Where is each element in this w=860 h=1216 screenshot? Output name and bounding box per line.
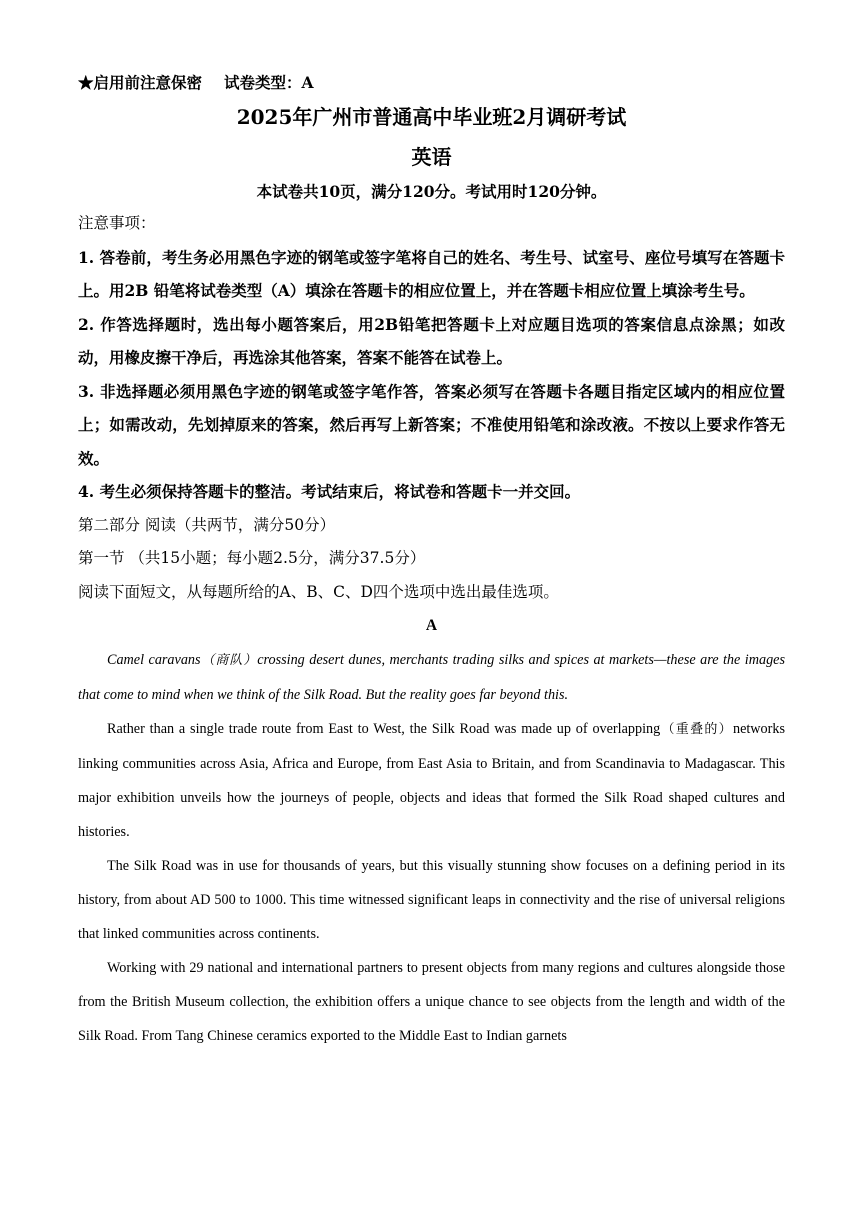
passage-paragraph-3: Working with 29 national and international partners to present objects from many regions and cultures alongside those from the British Museum collection, the exhibition offers a unique chance to see objects from the length and width of the Silk Road. From Tang Chinese ceramics exported to the Middle East to Indian garnets bbox=[78, 960, 785, 1044]
notice-item-2: 2. 作答选择题时，选出每小题答案后，用2B铅笔把答题卡上对应题目选项的答案信息点涂黑；如改动，用橡皮擦干净后，再选涂其他答案，答案不能答在试卷上。 bbox=[78, 314, 785, 367]
intro-text-2: crossing desert dunes, merchants trading silks and spices at markets—these are the images that come to mind when we think of the Silk Road. But the reality goes far beyond this. bbox=[78, 652, 785, 703]
intro-text-1: Camel caravans bbox=[107, 652, 201, 668]
p1-text-2: networks linking communities across Asia, Africa and Europe, from East Asia to Britain, and from Scandinavia to Madagascar. This major exhibition unveils how the journeys of people, objects and ideas that formed the Silk Road shaped cultures and histories. bbox=[78, 721, 785, 840]
notice-item-4: 4. 考生必须保持答题卡的整洁。考试结束后，将试卷和答题卡一并交回。 bbox=[78, 482, 581, 501]
exam-info: 本试卷共10页，满分120分。考试用时120分钟。 bbox=[256, 182, 607, 201]
reading-instruction: 阅读下面短文，从每题所给的A、B、C、D四个选项中选出最佳选项。 bbox=[78, 582, 559, 601]
exam-title: 2025年广州市普通高中毕业班2月调研考试 bbox=[236, 105, 627, 129]
passage-paragraph-1 bbox=[78, 712, 785, 849]
passage-intro bbox=[78, 643, 785, 712]
exam-subject: 英语 bbox=[411, 145, 452, 169]
header-line bbox=[78, 70, 785, 96]
part-heading: 第二部分 阅读（共两节，满分50分） bbox=[78, 515, 336, 534]
notice-heading: 注意事项： bbox=[78, 214, 156, 232]
exam-page bbox=[78, 70, 785, 1053]
confidential-notice: ★启用前注意保密 bbox=[78, 73, 203, 92]
notice-item-1: 1. 答卷前，考生务必用黑色字迹的钢笔或签字笔将自己的姓名、考生号、试室号、座位号填写在答题卡上。用2B 铅笔将试卷类型（A）填涂在答题卡的相应位置上，并在答题卡相应位置上填涂考生号。 bbox=[78, 247, 785, 300]
p1-gloss: （重叠的） bbox=[660, 722, 733, 737]
passage-label: A bbox=[425, 617, 438, 634]
passage-paragraph-2: The Silk Road was in use for thousands of years, but this visually stunning show focuses on a defining period in its history, from about AD 500 to 1000. This time witnessed significant leaps in connectivity and the rise of universal religions that linked communities across continents. bbox=[78, 858, 785, 942]
section-heading: 第一节 （共15小题；每小题2.5分，满分37.5分） bbox=[78, 549, 426, 567]
p1-text-1: Rather than a single trade route from East to West, the Silk Road was made up of overlapping bbox=[107, 721, 661, 737]
intro-gloss: （商队） bbox=[200, 653, 258, 668]
paper-type: 试卷类型：A bbox=[224, 73, 314, 92]
notice-item-3: 3. 非选择题必须用黑色字迹的钢笔或签字笔作答，答案必须写在答题卡各题目指定区域内的相应位置上；如需改动，先划掉原来的答案，然后再写上新答案；不准使用铅笔和涂改液。不按以上要求作答无效。 bbox=[78, 381, 785, 468]
